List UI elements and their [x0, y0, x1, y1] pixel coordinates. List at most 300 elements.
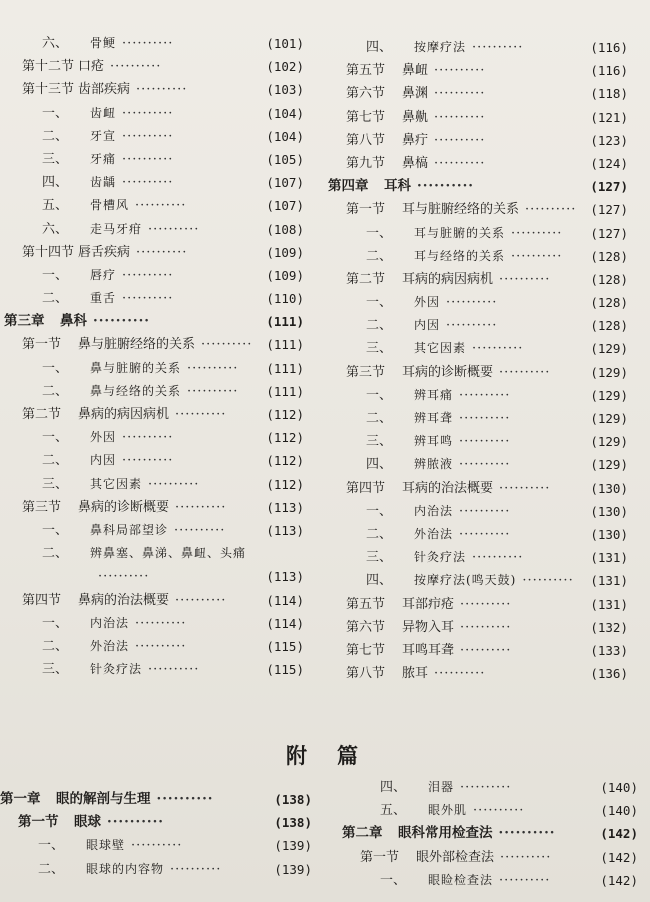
- toc-entry-number: 第八节: [346, 132, 386, 148]
- toc-entry-title: 眼球的内容物: [86, 861, 165, 876]
- toc-leader-dots: ··········: [135, 638, 187, 654]
- toc-entry-number: 三、: [42, 151, 69, 167]
- toc-entry: [328, 106, 628, 129]
- toc-entry: [328, 616, 628, 639]
- toc-entry: [4, 333, 304, 356]
- toc-entry-number: 第一节: [22, 337, 62, 353]
- toc-entry-page: (124): [590, 155, 628, 171]
- toc-entry-title: 外因: [414, 295, 441, 310]
- toc-entry-title: 其它因素: [414, 341, 467, 356]
- toc-entry-title: 辨鼻塞、鼻涕、鼻衄、头痛: [90, 546, 247, 561]
- toc-entry-title: 齿部疾病: [78, 82, 131, 98]
- toc-leader-dots: ··········: [170, 861, 222, 877]
- toc-entry-title: 眼球: [74, 814, 101, 831]
- toc-entry: [4, 635, 304, 658]
- toc-entry-page: (116): [590, 63, 628, 79]
- toc-entry: [0, 834, 312, 857]
- toc-entry-title: 泪器: [428, 780, 455, 794]
- toc-entry-page: (140): [600, 803, 638, 819]
- toc-entry-page: (111): [266, 383, 304, 399]
- toc-entry-number: 二、: [42, 291, 69, 307]
- toc-entry: [4, 171, 304, 194]
- toc-entry-page: (127): [590, 202, 628, 218]
- toc-entry: [4, 125, 304, 148]
- toc-entry-number: 一、: [366, 225, 393, 241]
- toc-entry-number: 二、: [38, 861, 65, 877]
- toc-leader-dots: ··········: [175, 592, 227, 608]
- toc-entry-number: 一、: [42, 430, 69, 446]
- toc-leader-dots: ··········: [511, 225, 563, 241]
- toc-entry-title: 辨耳痛: [414, 387, 454, 402]
- toc-leader-dots: ··········: [122, 453, 174, 469]
- toc-entry: [328, 198, 628, 221]
- toc-leader-dots: ··········: [498, 825, 556, 842]
- toc-leader-dots: ··········: [107, 814, 164, 831]
- toc-leader-dots: ··········: [525, 202, 577, 218]
- toc-entry-page: (131): [590, 550, 628, 566]
- toc-entry: [4, 55, 304, 78]
- toc-leader-dots: ··········: [201, 337, 253, 353]
- toc-entry-page: (101): [266, 36, 304, 51]
- toc-entry-page: (132): [590, 619, 628, 635]
- toc-entry-page: (116): [590, 40, 628, 55]
- toc-entry-page: (129): [590, 364, 628, 380]
- toc-entry: [4, 612, 304, 635]
- appendix-title: 附篇: [286, 743, 388, 768]
- toc-entry: [4, 496, 304, 519]
- toc-leader-dots: ··········: [460, 619, 512, 635]
- toc-entry-number: 第一节: [346, 202, 386, 218]
- toc-leader-dots: ··········: [511, 248, 563, 264]
- toc-entry: [4, 241, 304, 264]
- toc-entry-number: 第四章: [328, 178, 369, 195]
- toc-entry-page: (142): [600, 872, 638, 888]
- toc-entry-title: 外治法: [90, 638, 130, 653]
- toc-entry: [4, 426, 304, 449]
- toc-entry-number: 第四节: [346, 480, 386, 496]
- toc-entry-number: 第一章: [0, 791, 41, 807]
- toc-entry: [4, 542, 304, 565]
- toc-entry-page: (102): [266, 59, 304, 75]
- toc-entry-title: 鼻病的治法概要: [78, 592, 170, 608]
- toc-entry-page: (140): [600, 780, 638, 795]
- toc-entry-title: 针灸疗法: [90, 662, 143, 677]
- toc-entry: [328, 337, 628, 360]
- toc-entry-page: (105): [266, 151, 304, 167]
- toc-leader-dots: ··········: [148, 662, 200, 678]
- toc-entry: [328, 500, 628, 523]
- toc-entry: [4, 102, 304, 125]
- toc-entry-page: (113): [266, 522, 304, 538]
- toc-entry: [328, 662, 628, 685]
- toc-entry: [342, 776, 638, 799]
- toc-entry-page: (133): [590, 642, 628, 658]
- toc-entry-page: (111): [266, 360, 304, 376]
- toc-entry: [328, 36, 628, 59]
- toc-entry-number: 二、: [42, 128, 69, 144]
- toc-entry-number: 一、: [42, 615, 69, 631]
- toc-entry-number: 三、: [366, 341, 393, 357]
- toc-leader-dots: ··········: [135, 615, 187, 631]
- toc-leader-dots: ··········: [434, 109, 486, 125]
- toc-entry-title: 耳部疖疮: [402, 596, 455, 612]
- toc-entry: [328, 175, 628, 198]
- toc-leader-dots: ··········: [135, 198, 187, 214]
- toc-leader-dots: ··········: [434, 666, 486, 682]
- toc-entry: [342, 846, 638, 869]
- toc-entry: [328, 268, 628, 291]
- toc-entry-number: 第三节: [346, 364, 386, 380]
- toc-entry-number: 一、: [380, 872, 407, 888]
- toc-leader-dots: ··········: [122, 430, 174, 446]
- toc-entry-title: 唇舌疾病: [78, 244, 131, 260]
- toc-entry-title: 鼻科: [60, 313, 87, 330]
- toc-entry-page: (142): [600, 849, 638, 865]
- toc-entry-title: 鼻与经络的关系: [90, 383, 182, 398]
- toc-leader-dots: ··········: [175, 499, 227, 515]
- toc-entry-number: 五、: [42, 198, 69, 214]
- toc-entry-number: 第三节: [22, 499, 62, 515]
- toc-entry-page: (130): [590, 503, 628, 519]
- toc-entry-number: 二、: [366, 318, 393, 334]
- toc-entry-title: 牙宣: [90, 128, 117, 143]
- toc-leader-dots: ··········: [122, 175, 174, 191]
- toc-entry-title: 外治法: [414, 526, 454, 541]
- toc-leader-dots: ··········: [187, 383, 239, 399]
- toc-entry: [328, 245, 628, 268]
- toc-leader-dots: ··········: [122, 267, 174, 283]
- toc-entry-title: 内治法: [90, 615, 130, 630]
- toc-entry: [328, 477, 628, 500]
- toc-entry-title: 耳与经络的关系: [414, 248, 506, 263]
- toc-entry-page: (112): [266, 430, 304, 446]
- toc-entry-title: 内因: [90, 453, 117, 468]
- toc-leader-dots: ··········: [522, 573, 574, 589]
- toc-entry-number: 四、: [366, 40, 393, 55]
- toc-entry-title: 齿衄: [90, 105, 117, 120]
- toc-entry: [328, 129, 628, 152]
- toc-entry-page: (103): [266, 82, 304, 98]
- toc-leader-dots: ··········: [98, 569, 150, 585]
- toc-entry-page: (129): [590, 411, 628, 426]
- toc-entry-number: 一、: [42, 360, 69, 376]
- toc-leader-dots: ··········: [459, 503, 511, 519]
- toc-leader-dots: ··········: [434, 86, 486, 102]
- toc-leader-dots: ··········: [122, 105, 174, 121]
- toc-entry-title: 辨耳聋: [414, 411, 454, 425]
- toc-entry: [328, 291, 628, 314]
- toc-entry-title: 耳科: [384, 178, 411, 195]
- toc-entry: [4, 565, 304, 588]
- toc-entry-page: (131): [590, 573, 628, 589]
- toc-leader-dots: ··········: [156, 791, 214, 807]
- toc-entry-page: (113): [266, 499, 304, 515]
- toc-leader-dots: ··········: [472, 341, 524, 357]
- toc-entry-title: 眼科常用检查法: [398, 825, 493, 842]
- toc-entry-number: 一、: [42, 522, 69, 538]
- toc-entry-page: (109): [266, 244, 304, 260]
- toc-entry-page: (108): [266, 221, 304, 237]
- toc-entry-number: 第八节: [346, 666, 386, 682]
- toc-entry: [328, 639, 628, 662]
- toc-entry-title: 耳病的治法概要: [402, 480, 494, 496]
- toc-entry: [328, 453, 628, 476]
- toc-entry-page: (114): [266, 592, 304, 608]
- toc-entry-number: 二、: [42, 638, 69, 654]
- toc-entry-page: (139): [274, 861, 312, 877]
- toc-entry-page: (129): [590, 341, 628, 357]
- toc-leader-dots: ··········: [446, 295, 498, 311]
- toc-entry: [4, 218, 304, 241]
- toc-entry-number: 第七节: [346, 109, 386, 125]
- toc-entry-title: 眼睑检查法: [428, 872, 494, 887]
- toc-entry-number: 二、: [42, 546, 69, 562]
- toc-entry: [0, 858, 312, 881]
- toc-entry-number: 第六节: [346, 619, 386, 635]
- toc-entry-page: (142): [600, 826, 638, 842]
- toc-entry-title: 辨耳鸣: [414, 434, 454, 449]
- toc-leader-dots: ··········: [122, 36, 174, 51]
- toc-leader-dots: ··········: [459, 434, 511, 450]
- toc-leader-dots: ··········: [459, 387, 511, 403]
- toc-leader-dots: ··········: [434, 155, 486, 171]
- toc-entry-page: (138): [274, 792, 312, 807]
- toc-entry-title: 按摩疗法: [414, 40, 467, 54]
- toc-entry-title: 耳鸣耳聋: [402, 642, 455, 658]
- toc-entry: [342, 799, 638, 822]
- toc-entry: [328, 593, 628, 616]
- toc-entry: [328, 384, 628, 407]
- toc-entry-title: 眼的解剖与生理: [56, 791, 151, 807]
- toc-entry-number: 四、: [380, 780, 407, 795]
- toc-entry: [4, 403, 304, 426]
- toc-entry-title: 眼外部检查法: [416, 849, 495, 865]
- toc-entry-title: 口疮: [78, 59, 105, 75]
- toc-leader-dots: ··········: [446, 318, 498, 334]
- toc-entry-title: 鼻衄: [402, 63, 429, 79]
- toc-entry-page: (136): [590, 666, 628, 682]
- toc-entry: [4, 310, 304, 333]
- toc-leader-dots: ··········: [434, 132, 486, 148]
- toc-leader-dots: ··········: [499, 480, 551, 496]
- toc-entry-page: (115): [266, 662, 304, 678]
- toc-entry: [4, 380, 304, 403]
- toc-entry-number: 三、: [42, 476, 69, 492]
- toc-entry-title: 辨脓液: [414, 457, 454, 472]
- toc-entry-number: 第十二节: [22, 59, 75, 75]
- toc-entry-number: 五、: [380, 803, 407, 819]
- toc-leader-dots: ··········: [460, 596, 512, 612]
- toc-entry: [4, 589, 304, 612]
- toc-entry-number: 六、: [42, 36, 69, 51]
- toc-entry-page: (109): [266, 267, 304, 283]
- toc-leader-dots: ··········: [472, 550, 524, 566]
- toc-entry-title: 针灸疗法: [414, 550, 467, 565]
- toc-entry-title: 鼻槁: [402, 155, 429, 171]
- toc-entry: [0, 788, 312, 811]
- toc-entry-title: 其它因素: [90, 476, 143, 491]
- toc-entry: [4, 148, 304, 171]
- toc-entry: [4, 264, 304, 287]
- toc-entry: [328, 82, 628, 105]
- toc-entry: [4, 78, 304, 101]
- toc-entry: [342, 822, 638, 845]
- toc-leader-dots: ··········: [472, 40, 524, 55]
- toc-column-left-bottom: [0, 788, 312, 881]
- toc-entry-page: (107): [266, 175, 304, 191]
- toc-entry: [328, 546, 628, 569]
- toc-entry-number: 第二节: [22, 407, 62, 422]
- toc-entry-title: 唇疗: [90, 267, 117, 282]
- toc-entry-number: 二、: [42, 453, 69, 469]
- toc-entry-page: (107): [266, 198, 304, 214]
- toc-entry: [4, 194, 304, 217]
- toc-entry-title: 眼外肌: [428, 803, 468, 818]
- toc-leader-dots: ··········: [136, 82, 188, 98]
- toc-entry: [328, 361, 628, 384]
- toc-entry-number: 第六节: [346, 86, 386, 102]
- toc-entry-title: 鼻病的诊断概要: [78, 499, 170, 515]
- toc-entry: [328, 59, 628, 82]
- toc-entry-page: (130): [590, 526, 628, 542]
- toc-entry-number: 一、: [366, 503, 393, 519]
- toc-entry-number: 三、: [366, 550, 393, 566]
- toc-leader-dots: ··········: [459, 457, 511, 473]
- toc-leader-dots: ··········: [459, 526, 511, 542]
- toc-entry: [0, 811, 312, 834]
- toc-entry-number: 二、: [42, 383, 69, 399]
- toc-entry: [342, 869, 638, 892]
- toc-entry: [328, 222, 628, 245]
- toc-entry-page: (112): [266, 453, 304, 469]
- toc-entry-title: 内治法: [414, 503, 454, 518]
- toc-leader-dots: ··········: [187, 360, 239, 376]
- toc-column-right-top: [328, 36, 628, 685]
- toc-entry: [4, 32, 304, 55]
- toc-entry-number: 一、: [42, 267, 69, 283]
- toc-entry-page: (118): [590, 86, 628, 102]
- toc-leader-dots: ··········: [122, 291, 174, 307]
- toc-entry-page: (104): [266, 105, 304, 121]
- toc-entry-page: (113): [266, 569, 304, 585]
- toc-entry: [4, 519, 304, 542]
- toc-entry: [328, 430, 628, 453]
- toc-entry: [4, 473, 304, 496]
- toc-entry-number: 四、: [366, 573, 393, 589]
- toc-entry-title: 耳与脏腑的关系: [414, 225, 506, 240]
- toc-leader-dots: ··········: [148, 221, 200, 237]
- toc-entry-number: 一、: [42, 105, 69, 121]
- toc-entry-title: 牙痛: [90, 151, 117, 166]
- toc-entry-number: 第七节: [346, 642, 386, 658]
- toc-entry-number: 第五节: [346, 596, 386, 612]
- toc-entry-number: 第十四节: [22, 244, 75, 260]
- toc-entry-title: 骨鲠: [90, 36, 117, 50]
- toc-leader-dots: ··········: [148, 476, 200, 492]
- toc-entry-title: 骨槽风: [90, 198, 130, 213]
- toc-leader-dots: ··········: [473, 803, 525, 819]
- toc-leader-dots: ··········: [499, 364, 551, 380]
- toc-column-left-top: [4, 32, 304, 681]
- toc-entry: [328, 407, 628, 430]
- toc-entry: [328, 314, 628, 337]
- toc-entry-page: (129): [590, 457, 628, 473]
- toc-leader-dots: ··········: [499, 271, 551, 287]
- toc-entry-number: 一、: [366, 387, 393, 403]
- toc-leader-dots: ··········: [460, 780, 512, 795]
- toc-entry-number: 第二节: [346, 271, 386, 287]
- toc-entry-page: (128): [590, 248, 628, 264]
- toc-entry-number: 第三章: [4, 313, 45, 330]
- toc-entry-number: 三、: [366, 434, 393, 450]
- toc-entry-page: (138): [274, 815, 312, 831]
- toc-leader-dots: ··········: [434, 63, 486, 79]
- toc-entry-number: 第二章: [342, 825, 383, 842]
- toc-entry-page: (127): [590, 179, 628, 195]
- toc-entry-number: 三、: [42, 662, 69, 678]
- toc-leader-dots: ··········: [460, 642, 512, 658]
- toc-entry-number: 六、: [42, 221, 69, 237]
- toc-entry-page: (128): [590, 295, 628, 311]
- toc-entry-page: (110): [266, 291, 304, 307]
- toc-entry: [328, 152, 628, 175]
- toc-entry-title: 眼球壁: [86, 838, 126, 853]
- toc-entry-title: 鼻疔: [402, 132, 429, 148]
- toc-entry-number: 第十三节: [22, 82, 75, 98]
- toc-entry-page: (115): [266, 638, 304, 654]
- toc-leader-dots: ··········: [417, 178, 474, 195]
- toc-leader-dots: ··········: [110, 59, 162, 75]
- toc-entry-page: (104): [266, 128, 304, 144]
- toc-leader-dots: ··········: [500, 849, 552, 865]
- toc-entry: [328, 523, 628, 546]
- toc-leader-dots: ··········: [93, 313, 150, 330]
- toc-entry-title: 异物入耳: [402, 619, 455, 635]
- toc-entry-title: 鼻与脏腑经络的关系: [78, 337, 196, 353]
- toc-entry-title: 按摩疗法(鸣天鼓): [414, 573, 517, 588]
- toc-leader-dots: ··········: [175, 407, 227, 422]
- toc-leader-dots: ··········: [459, 411, 511, 426]
- toc-entry-number: 第九节: [346, 155, 386, 171]
- toc-entry-title: 走马牙疳: [90, 221, 143, 236]
- toc-entry-page: (130): [590, 480, 628, 496]
- toc-leader-dots: ··········: [131, 838, 183, 854]
- toc-entry-page: (127): [590, 225, 628, 241]
- toc-entry-title: 脓耳: [402, 666, 429, 682]
- toc-entry-title: 外因: [90, 430, 117, 445]
- toc-leader-dots: ··········: [174, 522, 226, 538]
- toc-entry-number: 第五节: [346, 63, 386, 79]
- toc-entry-title: 耳病的诊断概要: [402, 364, 494, 380]
- toc-entry: [4, 449, 304, 472]
- toc-entry-number: 二、: [366, 411, 393, 426]
- toc-entry-page: (128): [590, 318, 628, 334]
- toc-entry: [4, 658, 304, 681]
- toc-entry: [328, 569, 628, 592]
- toc-entry-title: 耳病的病因病机: [402, 271, 494, 287]
- toc-leader-dots: ··········: [122, 151, 174, 167]
- toc-entry-page: (139): [274, 838, 312, 854]
- toc-entry-number: 四、: [42, 175, 69, 191]
- toc-entry-page: (123): [590, 132, 628, 148]
- toc-entry-title: 鼻渊: [402, 86, 429, 102]
- toc-entry-title: 鼻病的病因病机: [78, 407, 170, 422]
- toc-entry: [4, 357, 304, 380]
- toc-entry-title: 内因: [414, 318, 441, 333]
- toc-entry-number: 第四节: [22, 592, 62, 608]
- toc-entry-page: (112): [266, 407, 304, 422]
- toc-entry-page: (131): [590, 596, 628, 612]
